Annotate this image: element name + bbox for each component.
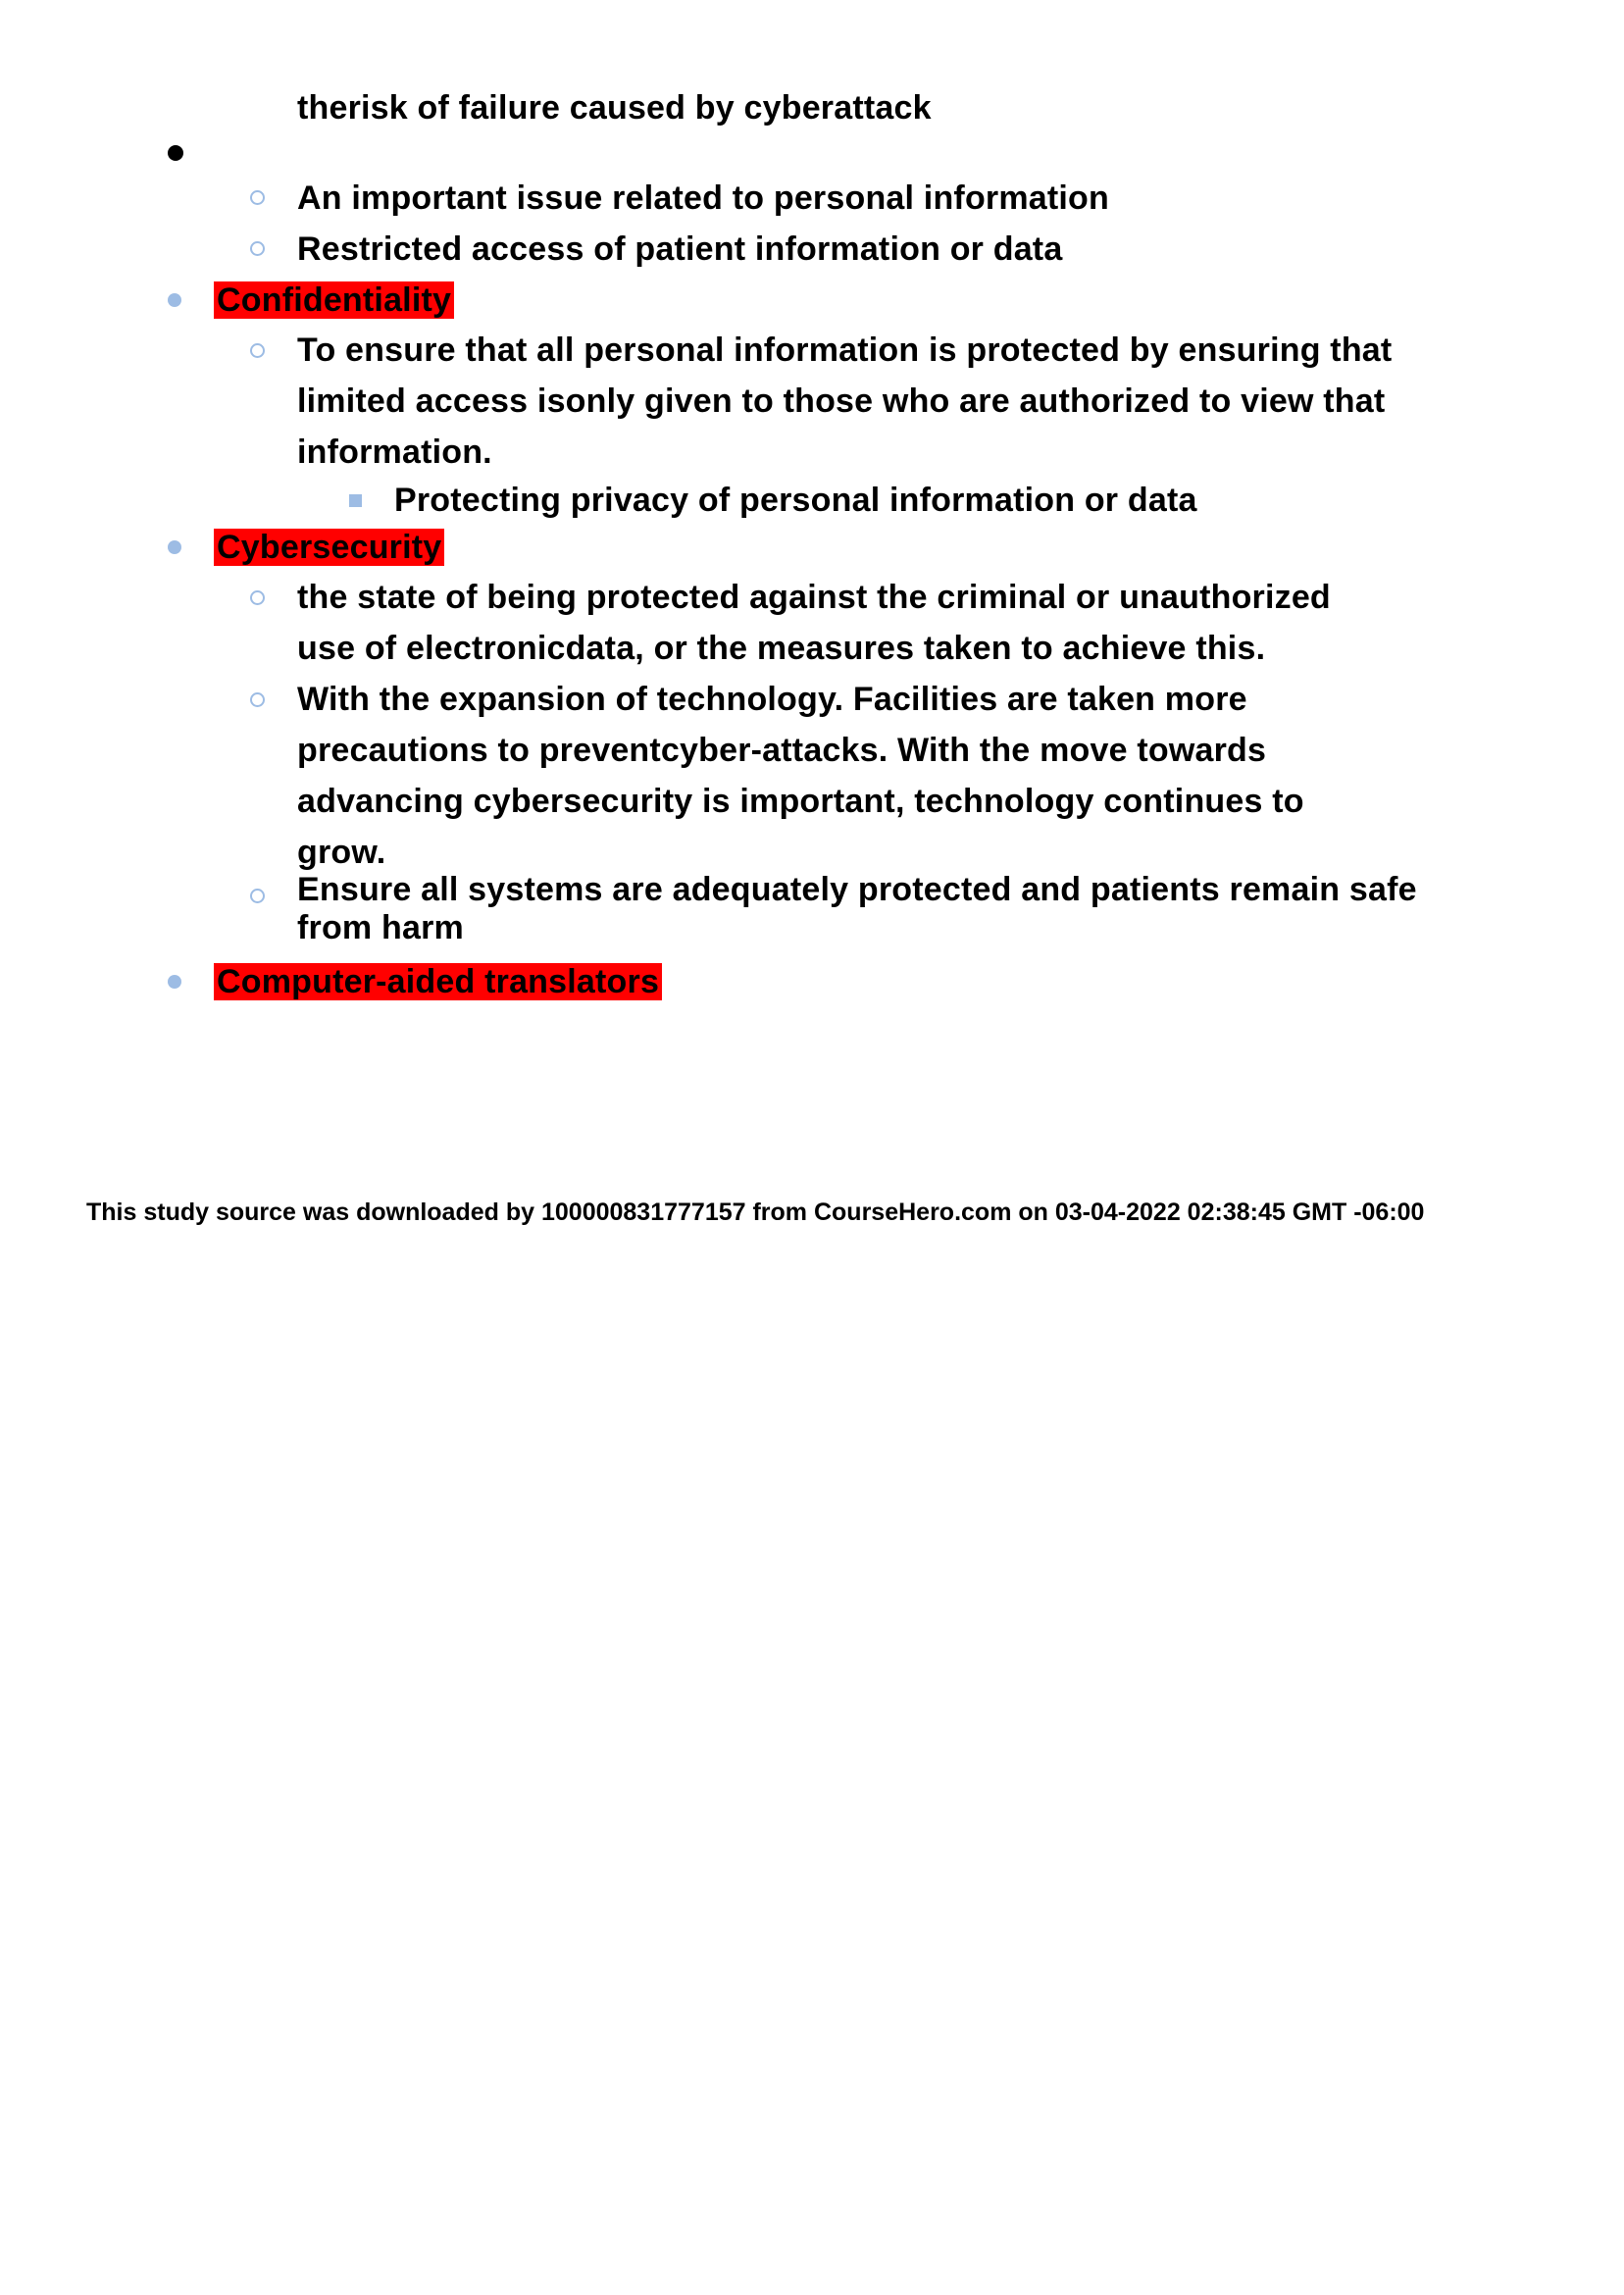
cybersecurity-highlight: Cybersecurity xyxy=(214,529,444,566)
blue-dot-bullet-icon xyxy=(168,540,181,554)
translators-highlight: Computer-aided translators xyxy=(214,963,662,1000)
hollow-circle-bullet-icon xyxy=(250,590,265,605)
hollow-circle-bullet-icon xyxy=(250,241,265,256)
cybersecurity-item-1-line-1: the state of being protected against the criminal or unauthorized xyxy=(297,579,1331,616)
cybersecurity-item-2-line-4: grow. xyxy=(297,834,386,871)
empty-bullet-icon xyxy=(168,145,183,161)
confidentiality-highlight: Confidentiality xyxy=(214,281,454,319)
confidentiality-definition-line-2: limited access isonly given to those who are authorized to view that xyxy=(297,382,1386,420)
cybersecurity-item-3-line-2: from harm xyxy=(297,909,464,946)
cybersecurity-item-2-line-3: advancing cybersecurity is important, technology continues to xyxy=(297,783,1304,820)
square-bullet-icon xyxy=(349,494,362,507)
confidentiality-sub-item: Protecting privacy of personal information or data xyxy=(394,482,1197,519)
confidentiality-definition-line-1: To ensure that all personal information is protected by ensuring that xyxy=(297,332,1393,369)
hollow-circle-bullet-icon xyxy=(250,190,265,205)
intro-text: therisk of failure caused by cyberattack xyxy=(297,89,932,127)
hollow-circle-bullet-icon xyxy=(250,692,265,707)
translators-heading xyxy=(214,956,662,1007)
confidentiality-heading xyxy=(214,275,454,326)
hollow-circle-bullet-icon xyxy=(250,343,265,358)
confidentiality-definition-line-3: information. xyxy=(297,434,492,471)
privacy-item-1: An important issue related to personal information xyxy=(297,179,1109,217)
blue-dot-bullet-icon xyxy=(168,293,181,307)
cybersecurity-item-2-line-2: precautions to preventcyber-attacks. With the move towards xyxy=(297,732,1267,769)
privacy-item-2: Restricted access of patient information or data xyxy=(297,230,1063,268)
cybersecurity-item-2-line-1: With the expansion of technology. Facilities are taken more xyxy=(297,681,1247,718)
cybersecurity-item-1-line-2: use of electronicdata, or the measures taken to achieve this. xyxy=(297,630,1266,667)
download-notice: This study source was downloaded by 100000831777157 from CourseHero.com on 03-04-2022 02:38:45 GMT -06:00 xyxy=(86,1198,1425,1226)
cybersecurity-item-3-line-1: Ensure all systems are adequately protected and patients remain safe xyxy=(297,871,1417,908)
hollow-circle-bullet-icon xyxy=(250,889,265,903)
cybersecurity-heading xyxy=(214,522,444,573)
blue-dot-bullet-icon xyxy=(168,975,181,989)
